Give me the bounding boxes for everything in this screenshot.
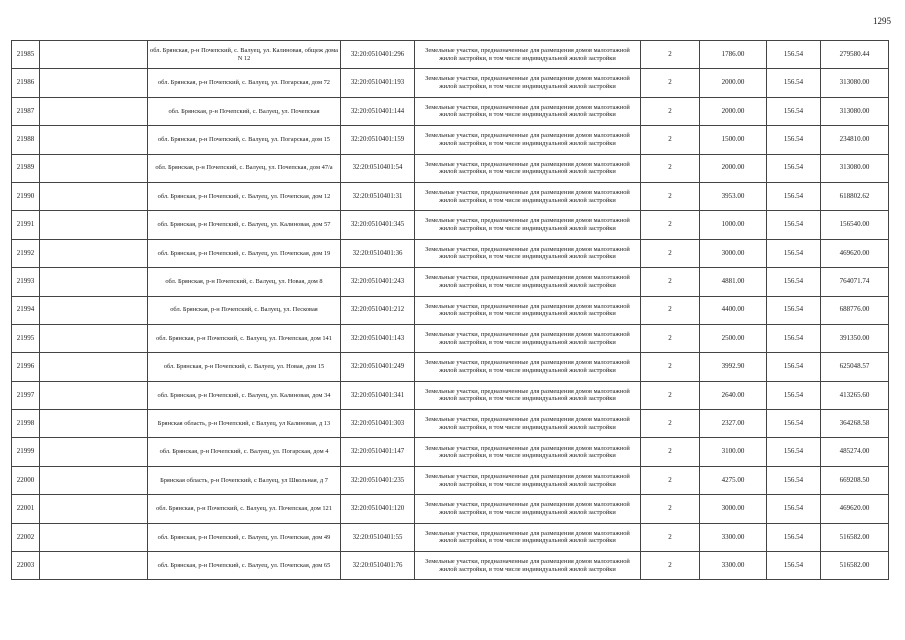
table-row (12, 239, 889, 267)
row-number: 21987 (12, 97, 40, 125)
row-address: обл. Брянская, р-н Почепский, с. Валуец, ул. Почепская (148, 97, 341, 125)
row-cost: 516582.00 (821, 523, 889, 551)
table-row (12, 353, 889, 381)
row-cost: 625048.57 (821, 353, 889, 381)
row-cadastral-number: 32:20:0510401:147 (341, 438, 415, 466)
row-rate: 156.54 (767, 69, 821, 97)
row-category: 2 (641, 381, 700, 409)
row-category: 2 (641, 182, 700, 210)
row-address: обл. Брянская, р-н Почепский, с. Валуец, ул. Калиновая, общеж дома N 12 (148, 41, 341, 69)
row-number: 22001 (12, 495, 40, 523)
row-address: обл. Брянская, р-н Почепский, с. Валуец, ул. Погарская, дом 15 (148, 126, 341, 154)
row-cost: 279580.44 (821, 41, 889, 69)
row-area: 3000.00 (700, 495, 767, 523)
row-land-use: Земельные участки, предназначенные для размещения домов малоэтажной жилой застройки, в том числе индивидуальной жилой застройки (415, 410, 641, 438)
table-row (12, 126, 889, 154)
row-category: 2 (641, 154, 700, 182)
row-address: Брянская область, р-н Почепский, с Валуец, ул Школьная, д 7 (148, 466, 341, 494)
row-rate: 156.54 (767, 268, 821, 296)
row-area: 2500.00 (700, 324, 767, 352)
row-rate: 156.54 (767, 154, 821, 182)
row-land-use: Земельные участки, предназначенные для размещения домов малоэтажной жилой застройки, в том числе индивидуальной жилой застройки (415, 239, 641, 267)
row-cost: 413265.60 (821, 381, 889, 409)
row-cost: 516582.00 (821, 552, 889, 580)
row-number: 21989 (12, 154, 40, 182)
table-row (12, 268, 889, 296)
row-address: обл. Брянская, р-н Почепский, с. Валуец, ул. Погарская, дом 4 (148, 438, 341, 466)
row-category: 2 (641, 324, 700, 352)
row-cadastral-number: 32:20:0510401:296 (341, 41, 415, 69)
row-number: 21995 (12, 324, 40, 352)
row-rate: 156.54 (767, 239, 821, 267)
row-cost: 156540.00 (821, 211, 889, 239)
row-number: 22002 (12, 523, 40, 551)
row-area: 2000.00 (700, 154, 767, 182)
row-land-use: Земельные участки, предназначенные для размещения домов малоэтажной жилой застройки, в том числе индивидуальной жилой застройки (415, 69, 641, 97)
blank-cell (40, 182, 148, 210)
row-number: 21999 (12, 438, 40, 466)
row-cadastral-number: 32:20:0510401:144 (341, 97, 415, 125)
row-address: обл. Брянская, р-н Почепский, с. Валуец, ул. Почепская, дом 12 (148, 182, 341, 210)
row-rate: 156.54 (767, 552, 821, 580)
row-address: обл. Брянская, р-н Почепский, с. Валуец, ул. Калиновая, дом 34 (148, 381, 341, 409)
row-cost: 313080.00 (821, 97, 889, 125)
row-number: 21991 (12, 211, 40, 239)
registry-table (11, 40, 889, 580)
row-land-use: Земельные участки, предназначенные для размещения домов малоэтажной жилой застройки, в том числе индивидуальной жилой застройки (415, 438, 641, 466)
row-cadastral-number: 32:20:0510401:235 (341, 466, 415, 494)
row-cadastral-number: 32:20:0510401:243 (341, 268, 415, 296)
blank-cell (40, 495, 148, 523)
row-land-use: Земельные участки, предназначенные для размещения домов малоэтажной жилой застройки, в том числе индивидуальной жилой застройки (415, 268, 641, 296)
row-category: 2 (641, 211, 700, 239)
row-cost: 485274.00 (821, 438, 889, 466)
blank-cell (40, 268, 148, 296)
row-number: 21988 (12, 126, 40, 154)
row-cadastral-number: 32:20:0510401:120 (341, 495, 415, 523)
row-address: обл. Брянская, р-н Почепский, с. Валуец, ул. Песковая (148, 296, 341, 324)
row-rate: 156.54 (767, 211, 821, 239)
row-cost: 313080.00 (821, 154, 889, 182)
row-number: 21997 (12, 381, 40, 409)
row-rate: 156.54 (767, 381, 821, 409)
row-land-use: Земельные участки, предназначенные для размещения домов малоэтажной жилой застройки, в том числе индивидуальной жилой застройки (415, 324, 641, 352)
row-rate: 156.54 (767, 182, 821, 210)
table-row (12, 41, 889, 69)
row-category: 2 (641, 552, 700, 580)
table-row (12, 97, 889, 125)
row-cadastral-number: 32:20:0510401:31 (341, 182, 415, 210)
blank-cell (40, 381, 148, 409)
blank-cell (40, 523, 148, 551)
row-area: 1786.00 (700, 41, 767, 69)
row-area: 3000.00 (700, 239, 767, 267)
blank-cell (40, 97, 148, 125)
row-cost: 469620.00 (821, 239, 889, 267)
row-category: 2 (641, 41, 700, 69)
row-category: 2 (641, 268, 700, 296)
row-number: 21998 (12, 410, 40, 438)
blank-cell (40, 353, 148, 381)
row-land-use: Земельные участки, предназначенные для размещения домов малоэтажной жилой застройки, в том числе индивидуальной жилой застройки (415, 126, 641, 154)
row-number: 21992 (12, 239, 40, 267)
row-number: 21996 (12, 353, 40, 381)
row-cost: 618802.62 (821, 182, 889, 210)
blank-cell (40, 296, 148, 324)
blank-cell (40, 410, 148, 438)
row-cadastral-number: 32:20:0510401:159 (341, 126, 415, 154)
blank-cell (40, 324, 148, 352)
row-address: обл. Брянская, р-н Почепский, с. Валуец, ул. Почепская, дом 65 (148, 552, 341, 580)
blank-cell (40, 154, 148, 182)
blank-cell (40, 126, 148, 154)
row-rate: 156.54 (767, 126, 821, 154)
row-cadastral-number: 32:20:0510401:76 (341, 552, 415, 580)
row-cost: 364268.58 (821, 410, 889, 438)
row-area: 2000.00 (700, 97, 767, 125)
row-category: 2 (641, 466, 700, 494)
row-area: 3300.00 (700, 523, 767, 551)
row-rate: 156.54 (767, 495, 821, 523)
table-row (12, 211, 889, 239)
row-area: 2000.00 (700, 69, 767, 97)
row-land-use: Земельные участки, предназначенные для размещения домов малоэтажной жилой застройки, в том числе индивидуальной жилой застройки (415, 353, 641, 381)
row-category: 2 (641, 438, 700, 466)
blank-cell (40, 211, 148, 239)
row-area: 1000.00 (700, 211, 767, 239)
row-rate: 156.54 (767, 296, 821, 324)
table-row (12, 466, 889, 494)
row-category: 2 (641, 97, 700, 125)
table-row (12, 69, 889, 97)
table-row (12, 438, 889, 466)
row-rate: 156.54 (767, 466, 821, 494)
row-address: обл. Брянская, р-н Почепский, с. Валуец, ул. Почепская, дом 47/а (148, 154, 341, 182)
row-number: 22000 (12, 466, 40, 494)
table-row (12, 410, 889, 438)
blank-cell (40, 41, 148, 69)
row-number: 21985 (12, 41, 40, 69)
row-area: 3953.00 (700, 182, 767, 210)
row-address: обл. Брянская, р-н Почепский, с. Валуец, ул. Почепская, дом 49 (148, 523, 341, 551)
row-number: 21993 (12, 268, 40, 296)
row-land-use: Земельные участки, предназначенные для размещения домов малоэтажной жилой застройки, в том числе индивидуальной жилой застройки (415, 466, 641, 494)
row-cadastral-number: 32:20:0510401:193 (341, 69, 415, 97)
row-cost: 313080.00 (821, 69, 889, 97)
row-address: Брянская область, р-н Почепский, с Валуец, ул Калиновая, д 13 (148, 410, 341, 438)
row-category: 2 (641, 523, 700, 551)
row-number: 21990 (12, 182, 40, 210)
row-area: 1500.00 (700, 126, 767, 154)
row-rate: 156.54 (767, 523, 821, 551)
row-address: обл. Брянская, р-н Почепский, с. Валуец, ул. Почепская, дом 141 (148, 324, 341, 352)
row-cadastral-number: 32:20:0510401:54 (341, 154, 415, 182)
row-land-use: Земельные участки, предназначенные для размещения домов малоэтажной жилой застройки, в том числе индивидуальной жилой застройки (415, 154, 641, 182)
row-address: обл. Брянская, р-н Почепский, с. Валуец, ул. Почепская, дом 121 (148, 495, 341, 523)
row-land-use: Земельные участки, предназначенные для размещения домов малоэтажной жилой застройки, в том числе индивидуальной жилой застройки (415, 182, 641, 210)
table-row (12, 523, 889, 551)
row-number: 21986 (12, 69, 40, 97)
row-area: 3992.90 (700, 353, 767, 381)
blank-cell (40, 239, 148, 267)
row-land-use: Земельные участки, предназначенные для размещения домов малоэтажной жилой застройки, в том числе индивидуальной жилой застройки (415, 523, 641, 551)
row-land-use: Земельные участки, предназначенные для размещения домов малоэтажной жилой застройки, в том числе индивидуальной жилой застройки (415, 552, 641, 580)
row-cadastral-number: 32:20:0510401:341 (341, 381, 415, 409)
row-address: обл. Брянская, р-н Почепский, с. Валуец, ул. Почепская, дом 19 (148, 239, 341, 267)
row-cadastral-number: 32:20:0510401:303 (341, 410, 415, 438)
row-cost: 669208.50 (821, 466, 889, 494)
row-area: 3100.00 (700, 438, 767, 466)
page-number: 1295 (873, 16, 891, 26)
row-number: 22003 (12, 552, 40, 580)
row-cadastral-number: 32:20:0510401:143 (341, 324, 415, 352)
table-row (12, 552, 889, 580)
row-cost: 234810.00 (821, 126, 889, 154)
row-cost: 764071.74 (821, 268, 889, 296)
row-area: 4400.00 (700, 296, 767, 324)
row-category: 2 (641, 239, 700, 267)
row-cost: 391350.00 (821, 324, 889, 352)
row-area: 4881.00 (700, 268, 767, 296)
table-row (12, 296, 889, 324)
row-cadastral-number: 32:20:0510401:212 (341, 296, 415, 324)
table-row (12, 182, 889, 210)
registry-rows (12, 41, 889, 580)
row-area: 2327.00 (700, 410, 767, 438)
row-land-use: Земельные участки, предназначенные для размещения домов малоэтажной жилой застройки, в том числе индивидуальной жилой застройки (415, 211, 641, 239)
row-rate: 156.54 (767, 324, 821, 352)
row-cadastral-number: 32:20:0510401:36 (341, 239, 415, 267)
row-land-use: Земельные участки, предназначенные для размещения домов малоэтажной жилой застройки, в том числе индивидуальной жилой застройки (415, 495, 641, 523)
row-category: 2 (641, 410, 700, 438)
table-row (12, 154, 889, 182)
row-area: 2640.00 (700, 381, 767, 409)
row-category: 2 (641, 69, 700, 97)
row-address: обл. Брянская, р-н Почепский, с. Валуец, ул. Погарская, дом 72 (148, 69, 341, 97)
row-number: 21994 (12, 296, 40, 324)
row-address: обл. Брянская, р-н Почепский, с. Валуец, ул. Новая, дом 15 (148, 353, 341, 381)
table-row (12, 324, 889, 352)
row-land-use: Земельные участки, предназначенные для размещения домов малоэтажной жилой застройки, в том числе индивидуальной жилой застройки (415, 41, 641, 69)
table-row (12, 381, 889, 409)
table-row (12, 495, 889, 523)
row-land-use: Земельные участки, предназначенные для размещения домов малоэтажной жилой застройки, в том числе индивидуальной жилой застройки (415, 381, 641, 409)
row-cadastral-number: 32:20:0510401:345 (341, 211, 415, 239)
row-cadastral-number: 32:20:0510401:55 (341, 523, 415, 551)
row-category: 2 (641, 296, 700, 324)
blank-cell (40, 466, 148, 494)
row-category: 2 (641, 126, 700, 154)
row-category: 2 (641, 495, 700, 523)
row-address: обл. Брянская, р-н Почепский, с. Валуец, ул. Калиновая, дом 57 (148, 211, 341, 239)
blank-cell (40, 69, 148, 97)
row-area: 4275.00 (700, 466, 767, 494)
row-area: 3300.00 (700, 552, 767, 580)
row-rate: 156.54 (767, 41, 821, 69)
blank-cell (40, 438, 148, 466)
blank-cell (40, 552, 148, 580)
row-rate: 156.54 (767, 438, 821, 466)
row-rate: 156.54 (767, 410, 821, 438)
row-rate: 156.54 (767, 353, 821, 381)
row-cost: 469620.00 (821, 495, 889, 523)
row-category: 2 (641, 353, 700, 381)
row-cost: 688776.00 (821, 296, 889, 324)
row-land-use: Земельные участки, предназначенные для размещения домов малоэтажной жилой застройки, в том числе индивидуальной жилой застройки (415, 97, 641, 125)
row-address: обл. Брянская, р-н Почепский, с. Валуец, ул. Новая, дом 8 (148, 268, 341, 296)
row-land-use: Земельные участки, предназначенные для размещения домов малоэтажной жилой застройки, в том числе индивидуальной жилой застройки (415, 296, 641, 324)
row-rate: 156.54 (767, 97, 821, 125)
row-cadastral-number: 32:20:0510401:249 (341, 353, 415, 381)
